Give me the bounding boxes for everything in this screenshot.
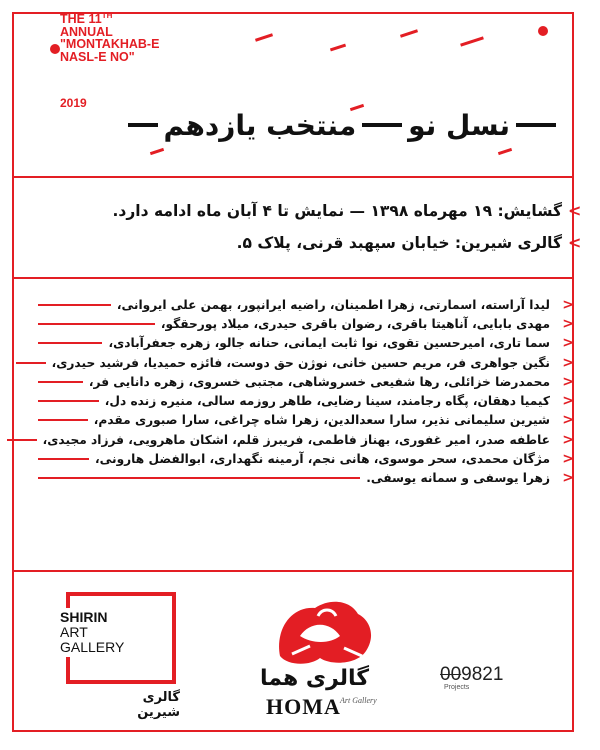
decor-dot xyxy=(50,44,60,54)
arrow-icon: < xyxy=(562,431,574,448)
shirin-logo-persian: گالری شیرین xyxy=(137,690,180,720)
shirin-logo-text xyxy=(60,608,124,657)
artist-line: مژگان محمدی، سحر موسوی، هانی نجم، آرمینه نگهداری، ابوالفضل هارونی، xyxy=(95,452,550,467)
artist-list xyxy=(38,295,574,543)
shirin-gallery-logo xyxy=(38,592,180,720)
list-item xyxy=(38,430,574,449)
arrow-icon: < xyxy=(568,233,582,252)
red-rule xyxy=(16,362,46,364)
decor-dot xyxy=(538,26,548,36)
red-rule xyxy=(38,400,99,402)
title-line-1: THE 11 xyxy=(60,12,102,27)
persian-title-part2: منتخب یازدهم xyxy=(163,108,357,142)
list-item xyxy=(38,314,574,333)
shirin-logo-line3: GALLERY xyxy=(60,639,125,655)
list-item xyxy=(38,411,574,430)
artist-line: نگین جواهری فر، مریم حسین خانی، نوژن حق دوست، فائزه حمیدیا، فرشید حیدری، xyxy=(51,355,550,370)
artist-line: محمدرضا خزائلی، رها شفیعی خسروشاهی، مجتبی خسروی، زهره دانایی فر، xyxy=(88,374,550,389)
persian-title-part1: نسل نو xyxy=(408,108,510,142)
title-line-2: ANNUAL xyxy=(60,24,113,39)
red-rule xyxy=(38,323,155,325)
arrow-icon: < xyxy=(562,393,574,410)
persian-title xyxy=(92,95,562,155)
list-item xyxy=(38,334,574,353)
title-dash xyxy=(516,123,556,127)
artist-line: لیدا آراسته، اسمارتی، زهرا اطمینان، راضیه ایرانپور، بهمن علی ایروانی، xyxy=(116,297,550,312)
arrow-icon: < xyxy=(562,315,574,332)
homa-logo-persian: گالری هما xyxy=(260,666,370,691)
red-rule xyxy=(38,419,88,421)
artist-line: کیمیا دهقان، پگاه رجامند، سینا رضایی، طاهر روزمه سالی، منیره زنده دل، xyxy=(104,394,550,409)
names-divider xyxy=(12,570,574,572)
title-line-4: NASL-E NO" xyxy=(60,49,135,64)
opening-info: گشایش: ۱۹ مهرماه ۱۳۹۸ — نمایش تا ۴ آبان ماه ادامه دارد. xyxy=(112,202,562,220)
red-rule xyxy=(38,477,360,479)
homa-gallery-logo xyxy=(240,596,400,726)
arrow-icon: < xyxy=(562,296,574,313)
list-item xyxy=(38,295,574,314)
title-line-3: "MONTAKHAB-E xyxy=(60,37,160,52)
red-rule xyxy=(38,381,83,383)
red-rule xyxy=(38,342,102,344)
projects-logo-strike: 00 xyxy=(440,664,462,685)
english-title xyxy=(60,10,260,63)
artist-line: زهرا یوسفی و سمانه یوسفی. xyxy=(366,471,550,486)
title-line-1-sup: TH xyxy=(101,11,113,20)
list-item xyxy=(38,372,574,391)
projects-logo xyxy=(440,664,504,691)
year-label: 2019 xyxy=(60,96,87,110)
list-item xyxy=(38,449,574,468)
artist-line: سما تاری، امیرحسین تقوی، نوا ثابت ایمانی، حنانه جالو، زهره جعفرآبادی، xyxy=(108,336,550,351)
arrow-icon: < xyxy=(562,451,574,468)
shirin-logo-line2: ART xyxy=(60,624,88,640)
arrow-icon: < xyxy=(562,412,574,429)
arrow-icon: < xyxy=(562,373,574,390)
list-item xyxy=(38,391,574,410)
info-divider xyxy=(12,277,574,279)
artist-line: مهدی بابایی، آناهیتا باقری، رضوان باقری حیدری، میلاد پورحقگو، xyxy=(160,316,550,331)
title-dash xyxy=(362,123,402,127)
artist-line: عاطفه صدر، امیر غفوری، بهناز فاطمی، فریبرز قلم، اشکان ماهرویی، فرزاد مجیدی، xyxy=(42,432,550,447)
projects-logo-label: Projects xyxy=(444,684,470,691)
arrow-icon: < xyxy=(562,470,574,487)
arrow-icon: < xyxy=(562,354,574,371)
arrow-icon: < xyxy=(562,335,574,352)
arrow-icon: < xyxy=(568,201,582,220)
list-item xyxy=(38,353,574,372)
title-dash xyxy=(128,123,158,127)
red-rule xyxy=(38,304,111,306)
homa-logo-subtitle: Art Gallery xyxy=(340,696,377,705)
red-rule xyxy=(7,439,37,441)
projects-logo-number: 9821 xyxy=(461,664,504,685)
shirin-logo-line1: SHIRIN xyxy=(60,609,108,625)
header-divider xyxy=(12,176,574,178)
list-item xyxy=(38,469,574,488)
red-rule xyxy=(38,458,89,460)
artist-line: شیرین سلیمانی نذیر، سارا سعدالدین، زهرا شاه چراغی، سارا صبوری مقدم، xyxy=(93,413,550,428)
homa-logo-english: HOMA xyxy=(266,694,341,719)
address-info: گالری شیرین: خیابان سپهبد قرنی، پلاک ۵. xyxy=(236,234,562,252)
homa-bird-icon xyxy=(270,596,380,668)
